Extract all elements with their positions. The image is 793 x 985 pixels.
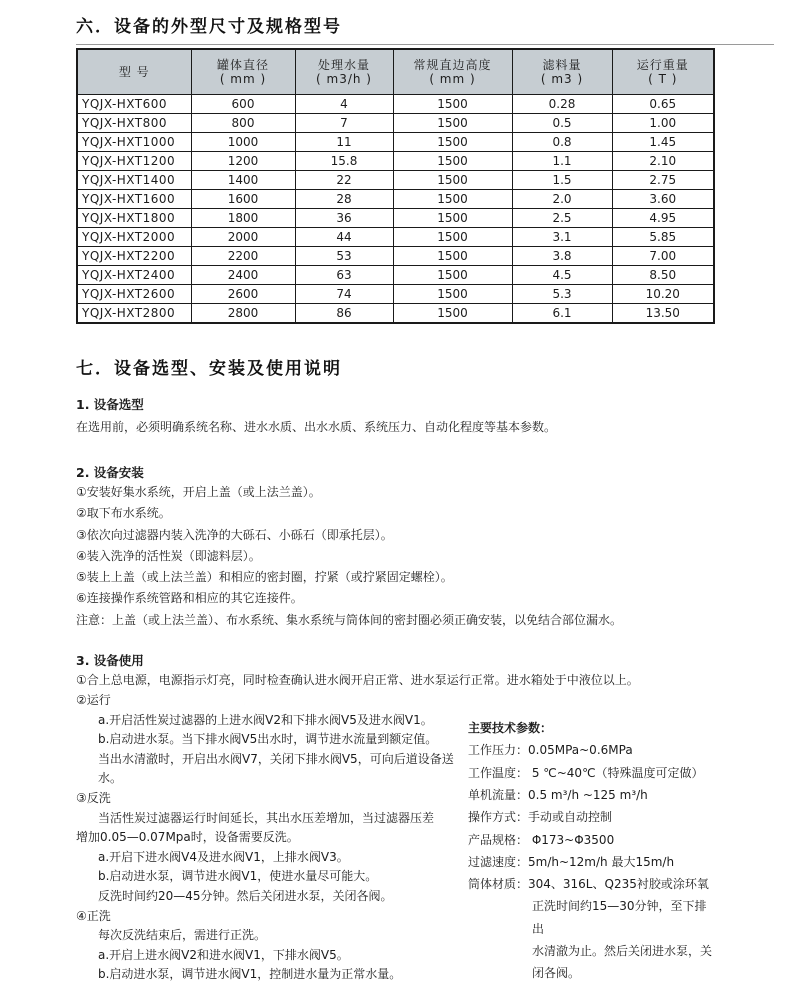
installation-step: ④装入洗净的活性炭（即滤料层）。: [76, 548, 261, 563]
usage-step: b.启动进水泵，调节进水阀V1，控制进水量为正常水量。: [98, 967, 402, 982]
usage-step: a.开启活性炭过滤器的上进水阀V2和下排水阀V5及进水阀V1。: [98, 712, 433, 727]
value-cell: 3.8: [512, 247, 612, 266]
usage-step: b.启动进水泵。当下排水阀V5出水时，调节进水流量到额定值。: [98, 732, 438, 747]
value-cell: 800: [191, 114, 295, 133]
model-cell: YQJX-HXT1000: [77, 133, 191, 152]
page-content: [76, 16, 716, 985]
table-row: [77, 304, 714, 324]
usage-step: 当出水清澈时，开启出水阀V7，关闭下排水阀V5，可向后道设备送水。: [98, 751, 454, 786]
value-cell: 4.5: [512, 266, 612, 285]
value-cell: 4.95: [612, 209, 714, 228]
table-row: [77, 228, 714, 247]
column-header: 型 号: [77, 49, 191, 95]
table-row: [77, 266, 714, 285]
table-row: [77, 95, 714, 114]
model-cell: YQJX-HXT800: [77, 114, 191, 133]
table-row: [77, 190, 714, 209]
value-cell: 1.1: [512, 152, 612, 171]
value-cell: 2800: [191, 304, 295, 324]
value-cell: 5.85: [612, 228, 714, 247]
value-cell: 3.1: [512, 228, 612, 247]
value-cell: 1500: [393, 209, 512, 228]
usage-step: 反洗时间约20—45分钟。然后关闭进水泵，关闭各阀。: [98, 889, 393, 904]
value-cell: 1500: [393, 114, 512, 133]
column-header: 罐体直径 ( mm ): [191, 49, 295, 95]
value-cell: 0.28: [512, 95, 612, 114]
model-cell: YQJX-HXT600: [77, 95, 191, 114]
value-cell: 63: [295, 266, 393, 285]
value-cell: 2.75: [612, 171, 714, 190]
value-cell: 1500: [393, 133, 512, 152]
section6-title-rule: [76, 44, 774, 45]
value-cell: 1500: [393, 285, 512, 304]
usage-step: 增加0.05—0.07Mpa时，设备需要反洗。: [76, 830, 299, 845]
usage-step: ③反洗: [76, 791, 111, 806]
value-cell: 22: [295, 171, 393, 190]
model-cell: YQJX-HXT1600: [77, 190, 191, 209]
spec-table: [76, 48, 715, 324]
column-header: 处理水量 ( m3/h ): [295, 49, 393, 95]
column-header: 运行重量 ( T ): [612, 49, 714, 95]
installation-step: ②取下布水系统。: [76, 506, 171, 521]
table-row: [77, 171, 714, 190]
table-row: [77, 285, 714, 304]
value-cell: 1.45: [612, 133, 714, 152]
value-cell: 8.50: [612, 266, 714, 285]
value-cell: 2.5: [512, 209, 612, 228]
value-cell: 4: [295, 95, 393, 114]
installation-heading: 2. 设备安装: [76, 465, 144, 480]
tech-param-line: 操作方式：手动或自动控制: [468, 810, 613, 825]
usage-step: ④正洗: [76, 908, 111, 923]
installation-step: ⑤装上上盖（或上法兰盖）和相应的密封圈，拧紧（或拧紧固定螺栓）。: [76, 570, 453, 585]
value-cell: 2000: [191, 228, 295, 247]
value-cell: 1500: [393, 190, 512, 209]
value-cell: 0.5: [512, 114, 612, 133]
value-cell: 15.8: [295, 152, 393, 171]
value-cell: 1500: [393, 228, 512, 247]
column-header: 常规直边高度 ( mm ): [393, 49, 512, 95]
usage-left-column: [76, 691, 468, 985]
model-cell: YQJX-HXT2600: [77, 285, 191, 304]
usage-step: 每次反洗结束后，需进行正洗。: [98, 928, 267, 943]
spec-table-header-row: [77, 49, 714, 95]
tech-param-line: 闭各阀。: [532, 966, 581, 981]
usage-step: 当活性炭过滤器运行时间延长，其出水压差增加，当过滤器压差: [98, 810, 435, 825]
tech-param-line: 产品规格： Φ173~Φ3500: [468, 832, 615, 847]
value-cell: 10.20: [612, 285, 714, 304]
tech-param-line: 正洗时间约15—30分钟，至下排出: [532, 899, 707, 936]
value-cell: 2600: [191, 285, 295, 304]
value-cell: 3.60: [612, 190, 714, 209]
value-cell: 86: [295, 304, 393, 324]
value-cell: 0.65: [612, 95, 714, 114]
tech-param-line: 单机流量：0.5 m³/h ~125 m³/h: [468, 787, 648, 802]
value-cell: 2200: [191, 247, 295, 266]
model-cell: YQJX-HXT2400: [77, 266, 191, 285]
value-cell: 7.00: [612, 247, 714, 266]
value-cell: 0.8: [512, 133, 612, 152]
model-cell: YQJX-HXT1800: [77, 209, 191, 228]
value-cell: 11: [295, 133, 393, 152]
value-cell: 2400: [191, 266, 295, 285]
installation-step: ⑥连接操作系统管路和相应的其它连接件。: [76, 591, 303, 606]
section7-title: 七．设备选型、安装及使用说明: [76, 359, 342, 379]
installation-steps: [76, 482, 716, 631]
value-cell: 1600: [191, 190, 295, 209]
value-cell: 2.10: [612, 152, 714, 171]
usage-step: b.启动进水泵，调节进水阀V1，使进水量尽可能大。: [98, 869, 378, 884]
selection-heading: 1. 设备选型: [76, 397, 144, 412]
usage-heading: 3. 设备使用: [76, 653, 144, 669]
tech-param-line: 水清澈为止。然后关闭进水泵，关: [532, 944, 713, 959]
table-row: [77, 133, 714, 152]
value-cell: 28: [295, 190, 393, 209]
model-cell: YQJX-HXT2200: [77, 247, 191, 266]
value-cell: 1.5: [512, 171, 612, 190]
tech-param-line: 筒体材质：304、316L、Q235衬胶或涂环氧: [468, 877, 709, 892]
table-row: [77, 247, 714, 266]
installation-step: 注意：上盖（或上法兰盖）、布水系统、集水系统与筒体间的密封圈必须正确安装，以免结合部位漏水。: [76, 612, 623, 627]
tech-params-heading: 主要技术参数：: [468, 721, 553, 736]
value-cell: 6.1: [512, 304, 612, 324]
value-cell: 1800: [191, 209, 295, 228]
value-cell: 2.0: [512, 190, 612, 209]
tech-params-list: [468, 739, 716, 984]
value-cell: 5.3: [512, 285, 612, 304]
value-cell: 1500: [393, 95, 512, 114]
table-row: [77, 209, 714, 228]
value-cell: 7: [295, 114, 393, 133]
usage-step: a.开启上进水阀V2和进水阀V1，下排水阀V5。: [98, 947, 349, 962]
usage-intro: ①合上总电源，电源指示灯亮，同时检查确认进水阀开启正常、进水泵运行正常。进水箱处于中液位以上。: [76, 673, 639, 688]
value-cell: 1400: [191, 171, 295, 190]
usage-step: ②运行: [76, 693, 111, 708]
value-cell: 44: [295, 228, 393, 247]
spec-table-body: [77, 95, 714, 324]
value-cell: 1500: [393, 247, 512, 266]
value-cell: 1200: [191, 152, 295, 171]
installation-step: ③依次向过滤器内装入洗净的大砾石、小砾石（即承托层）。: [76, 527, 393, 542]
value-cell: 1500: [393, 171, 512, 190]
value-cell: 1500: [393, 304, 512, 324]
tech-params-column: [468, 717, 716, 985]
tech-param-line: 工作温度： 5 ℃~40℃（特殊温度可定做）: [468, 765, 704, 780]
value-cell: 600: [191, 95, 295, 114]
value-cell: 1000: [191, 133, 295, 152]
table-row: [77, 152, 714, 171]
column-header: 滤料量 ( m3 ): [512, 49, 612, 95]
value-cell: 1500: [393, 266, 512, 285]
installation-step: ①安装好集水系统，开启上盖（或上法兰盖）。: [76, 485, 321, 499]
value-cell: 36: [295, 209, 393, 228]
selection-body: 在选用前，必须明确系统名称、进水水质、出水水质、系统压力、自动化程度等基本参数。: [76, 420, 557, 434]
section6-title: 六．设备的外型尺寸及规格型号: [76, 17, 342, 37]
value-cell: 1.00: [612, 114, 714, 133]
value-cell: 74: [295, 285, 393, 304]
model-cell: YQJX-HXT1200: [77, 152, 191, 171]
tech-param-line: 工作压力：0.05MPa~0.6MPa: [468, 743, 633, 758]
value-cell: 13.50: [612, 304, 714, 324]
usage-step: a.开启下进水阀V4及进水阀V1，上排水阀V3。: [98, 849, 349, 864]
value-cell: 53: [295, 247, 393, 266]
table-row: [77, 114, 714, 133]
model-cell: YQJX-HXT2800: [77, 304, 191, 324]
tech-param-line: 过滤速度：5m/h~12m/h 最大15m/h: [468, 854, 675, 869]
model-cell: YQJX-HXT2000: [77, 228, 191, 247]
model-cell: YQJX-HXT1400: [77, 171, 191, 190]
usage-two-columns: [76, 691, 716, 985]
value-cell: 1500: [393, 152, 512, 171]
